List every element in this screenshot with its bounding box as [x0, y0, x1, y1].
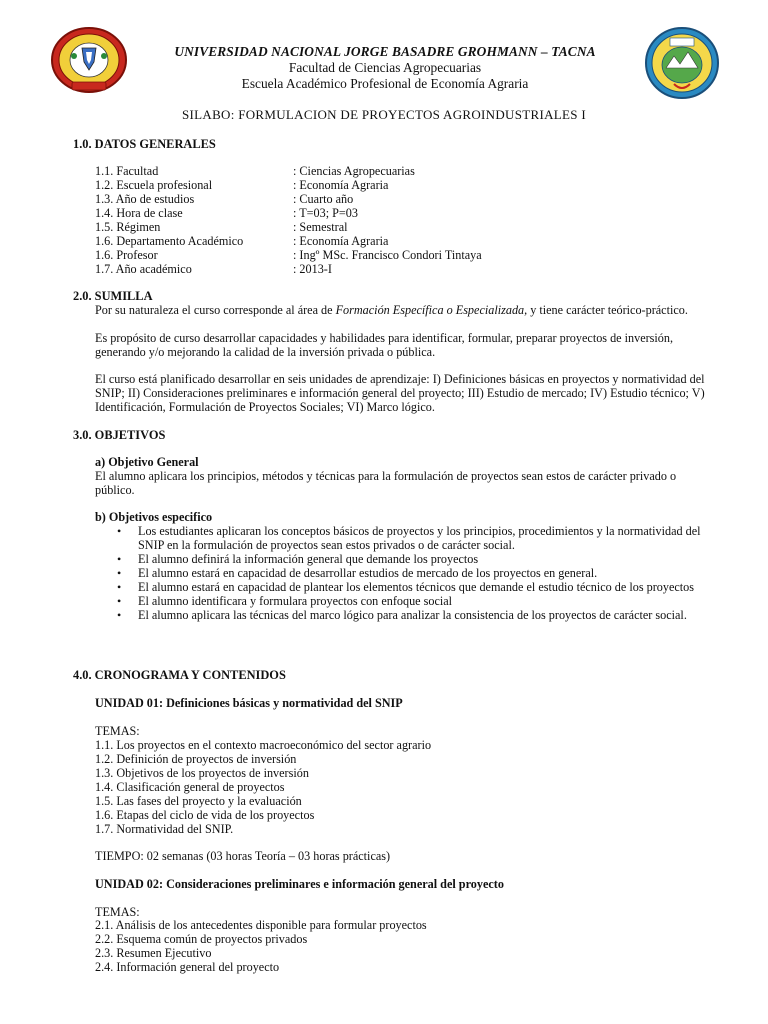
sumilla-emphasis: Formación Específica o Especializada, [335, 303, 528, 317]
list-item: • El alumno estará en capacidad de desarrollar estudios de mercado de los proyectos en general. [95, 566, 705, 580]
data-row-value: : Semestral [293, 220, 348, 234]
data-row-value: : Economía Agraria [293, 234, 389, 248]
data-row [95, 234, 389, 248]
data-row-label: 1.2. Escuela profesional [95, 178, 213, 192]
data-row-value: : Cuarto año [293, 192, 354, 206]
data-row [95, 206, 358, 220]
sumilla-text: y tiene carácter teórico-práctico. [527, 303, 688, 317]
faculty-shield-logo [644, 26, 720, 100]
data-row-value: : Ingº MSc. Francisco Condori Tintaya [293, 248, 482, 262]
topic-item: 2.3. Resumen Ejecutivo [95, 946, 212, 960]
syllabus-title: SILABO: FORMULACION DE PROYECTOS AGROINDUSTRIALES I [181, 107, 586, 122]
data-row [95, 262, 332, 276]
document-header [130, 44, 640, 92]
topic-item: 1.5. Las fases del proyecto y la evaluación [95, 794, 302, 808]
data-row-label: 1.3. Año de estudios [95, 192, 195, 206]
list-item: • El alumno definirá la información general que demande los proyectos [95, 552, 705, 566]
data-row-label: 1.1. Facultad [95, 164, 159, 178]
unit-02-temas-label: TEMAS: [95, 905, 140, 919]
data-row-value: : T=03; P=03 [293, 206, 358, 220]
data-row-label: 1.4. Hora de clase [95, 206, 183, 220]
data-row [95, 248, 482, 262]
list-item: • El alumno aplicara las técnicas del marco lógico para analizar la consistencia de los proyectos de carácter social. [95, 608, 705, 622]
topic-item: 1.1. Los proyectos en el contexto macroeconómico del sector agrario [95, 738, 432, 752]
sumilla-text: Por su naturaleza el curso corresponde al área de [95, 303, 336, 317]
section-title-sumilla: 2.0. SUMILLA [73, 289, 153, 303]
unit-01-title: UNIDAD 01: Definiciones básicas y normatividad del SNIP [95, 696, 403, 710]
list-item: • El alumno identificara y formulara proyectos con enfoque social [95, 594, 705, 608]
university-name: UNIVERSIDAD NACIONAL JORGE BASADRE GROHMANN – TACNA [174, 44, 596, 59]
university-seal-logo [50, 26, 128, 94]
list-item: • El alumno estará en capacidad de plantear los elementos técnicos que demande el estudio técnico de los proyectos [95, 580, 705, 594]
data-row-label: 1.7. Año académico [95, 262, 192, 276]
section-title-objetivos: 3.0. OBJETIVOS [73, 428, 166, 442]
sumilla-paragraph-2: Es propósito de curso desarrollar capacidades y habilidades para identificar, formular, preparar proyectos de inversión, generando y/o mejorando la calidad de la inversión privada o pública. [95, 331, 674, 359]
topic-item: 2.2. Esquema común de proyectos privados [95, 932, 308, 946]
topic-item: 2.1. Análisis de los antecedentes disponible para formular proyectos [95, 918, 427, 932]
topic-item: 1.7. Normatividad del SNIP. [95, 822, 234, 836]
unit-02-title: UNIDAD 02: Consideraciones preliminares e información general del proyecto [95, 877, 504, 891]
section-title-datos-generales: 1.0. DATOS GENERALES [73, 137, 216, 151]
specific-objectives-title: b) Objetivos especifico [95, 510, 213, 524]
school-name: Escuela Académico Profesional de Economía Agraria [241, 76, 529, 91]
topic-item: 1.4. Clasificación general de proyectos [95, 780, 285, 794]
data-row [95, 220, 348, 234]
unit-01-temas-label: TEMAS: [95, 724, 140, 738]
general-objective-text: El alumno aplicara los principios, métodos y técnicas para la formulación de proyectos sean estos de carácter privado o público. [95, 469, 677, 497]
topic-item: 2.4. Información general del proyecto [95, 960, 280, 974]
data-row-label: 1.5. Régimen [95, 220, 161, 234]
data-row [95, 164, 415, 178]
section-title-cronograma: 4.0. CRONOGRAMA Y CONTENIDOS [73, 668, 286, 682]
topic-item: 1.2. Definición de proyectos de inversión [95, 752, 297, 766]
data-row-value: : Economía Agraria [293, 178, 389, 192]
unit-01-time: TIEMPO: 02 semanas (03 horas Teoría – 03 horas prácticas) [95, 849, 391, 863]
sumilla-paragraph-3: El curso está planificado desarrollar en seis unidades de aprendizaje: I) Definiciones básicas en proyectos y normatividad del SNIP; II) Consideraciones preliminares e información general del proyecto; III) Estudio de mercado; IV) Estudio técnico; V) Identificación, Formulación de Proyectos Sociales; VI) Marco lógico. [95, 372, 705, 414]
list-item: • Los estudiantes aplicaran los conceptos básicos de proyectos y los principios, procedimientos y la normatividad del SNIP en la formulación de proyectos sean estos privados o de carácter social. [95, 524, 705, 552]
data-row [95, 178, 389, 192]
faculty-name: Facultad de Ciencias Agropecuarias [288, 60, 482, 75]
topic-item: 1.3. Objetivos de los proyectos de inversión [95, 766, 309, 780]
sumilla-paragraph-1 [95, 303, 705, 317]
data-row-label: 1.6. Departamento Académico [95, 234, 244, 248]
topic-item: 1.6. Etapas del ciclo de vida de los proyectos [95, 808, 315, 822]
general-objective-title: a) Objetivo General [95, 455, 199, 469]
data-row [95, 192, 354, 206]
data-row-value: : Ciencias Agropecuarias [293, 164, 415, 178]
data-row-label: 1.6. Profesor [95, 248, 158, 262]
data-row-value: : 2013-I [293, 262, 332, 276]
specific-objectives-list [95, 524, 705, 622]
